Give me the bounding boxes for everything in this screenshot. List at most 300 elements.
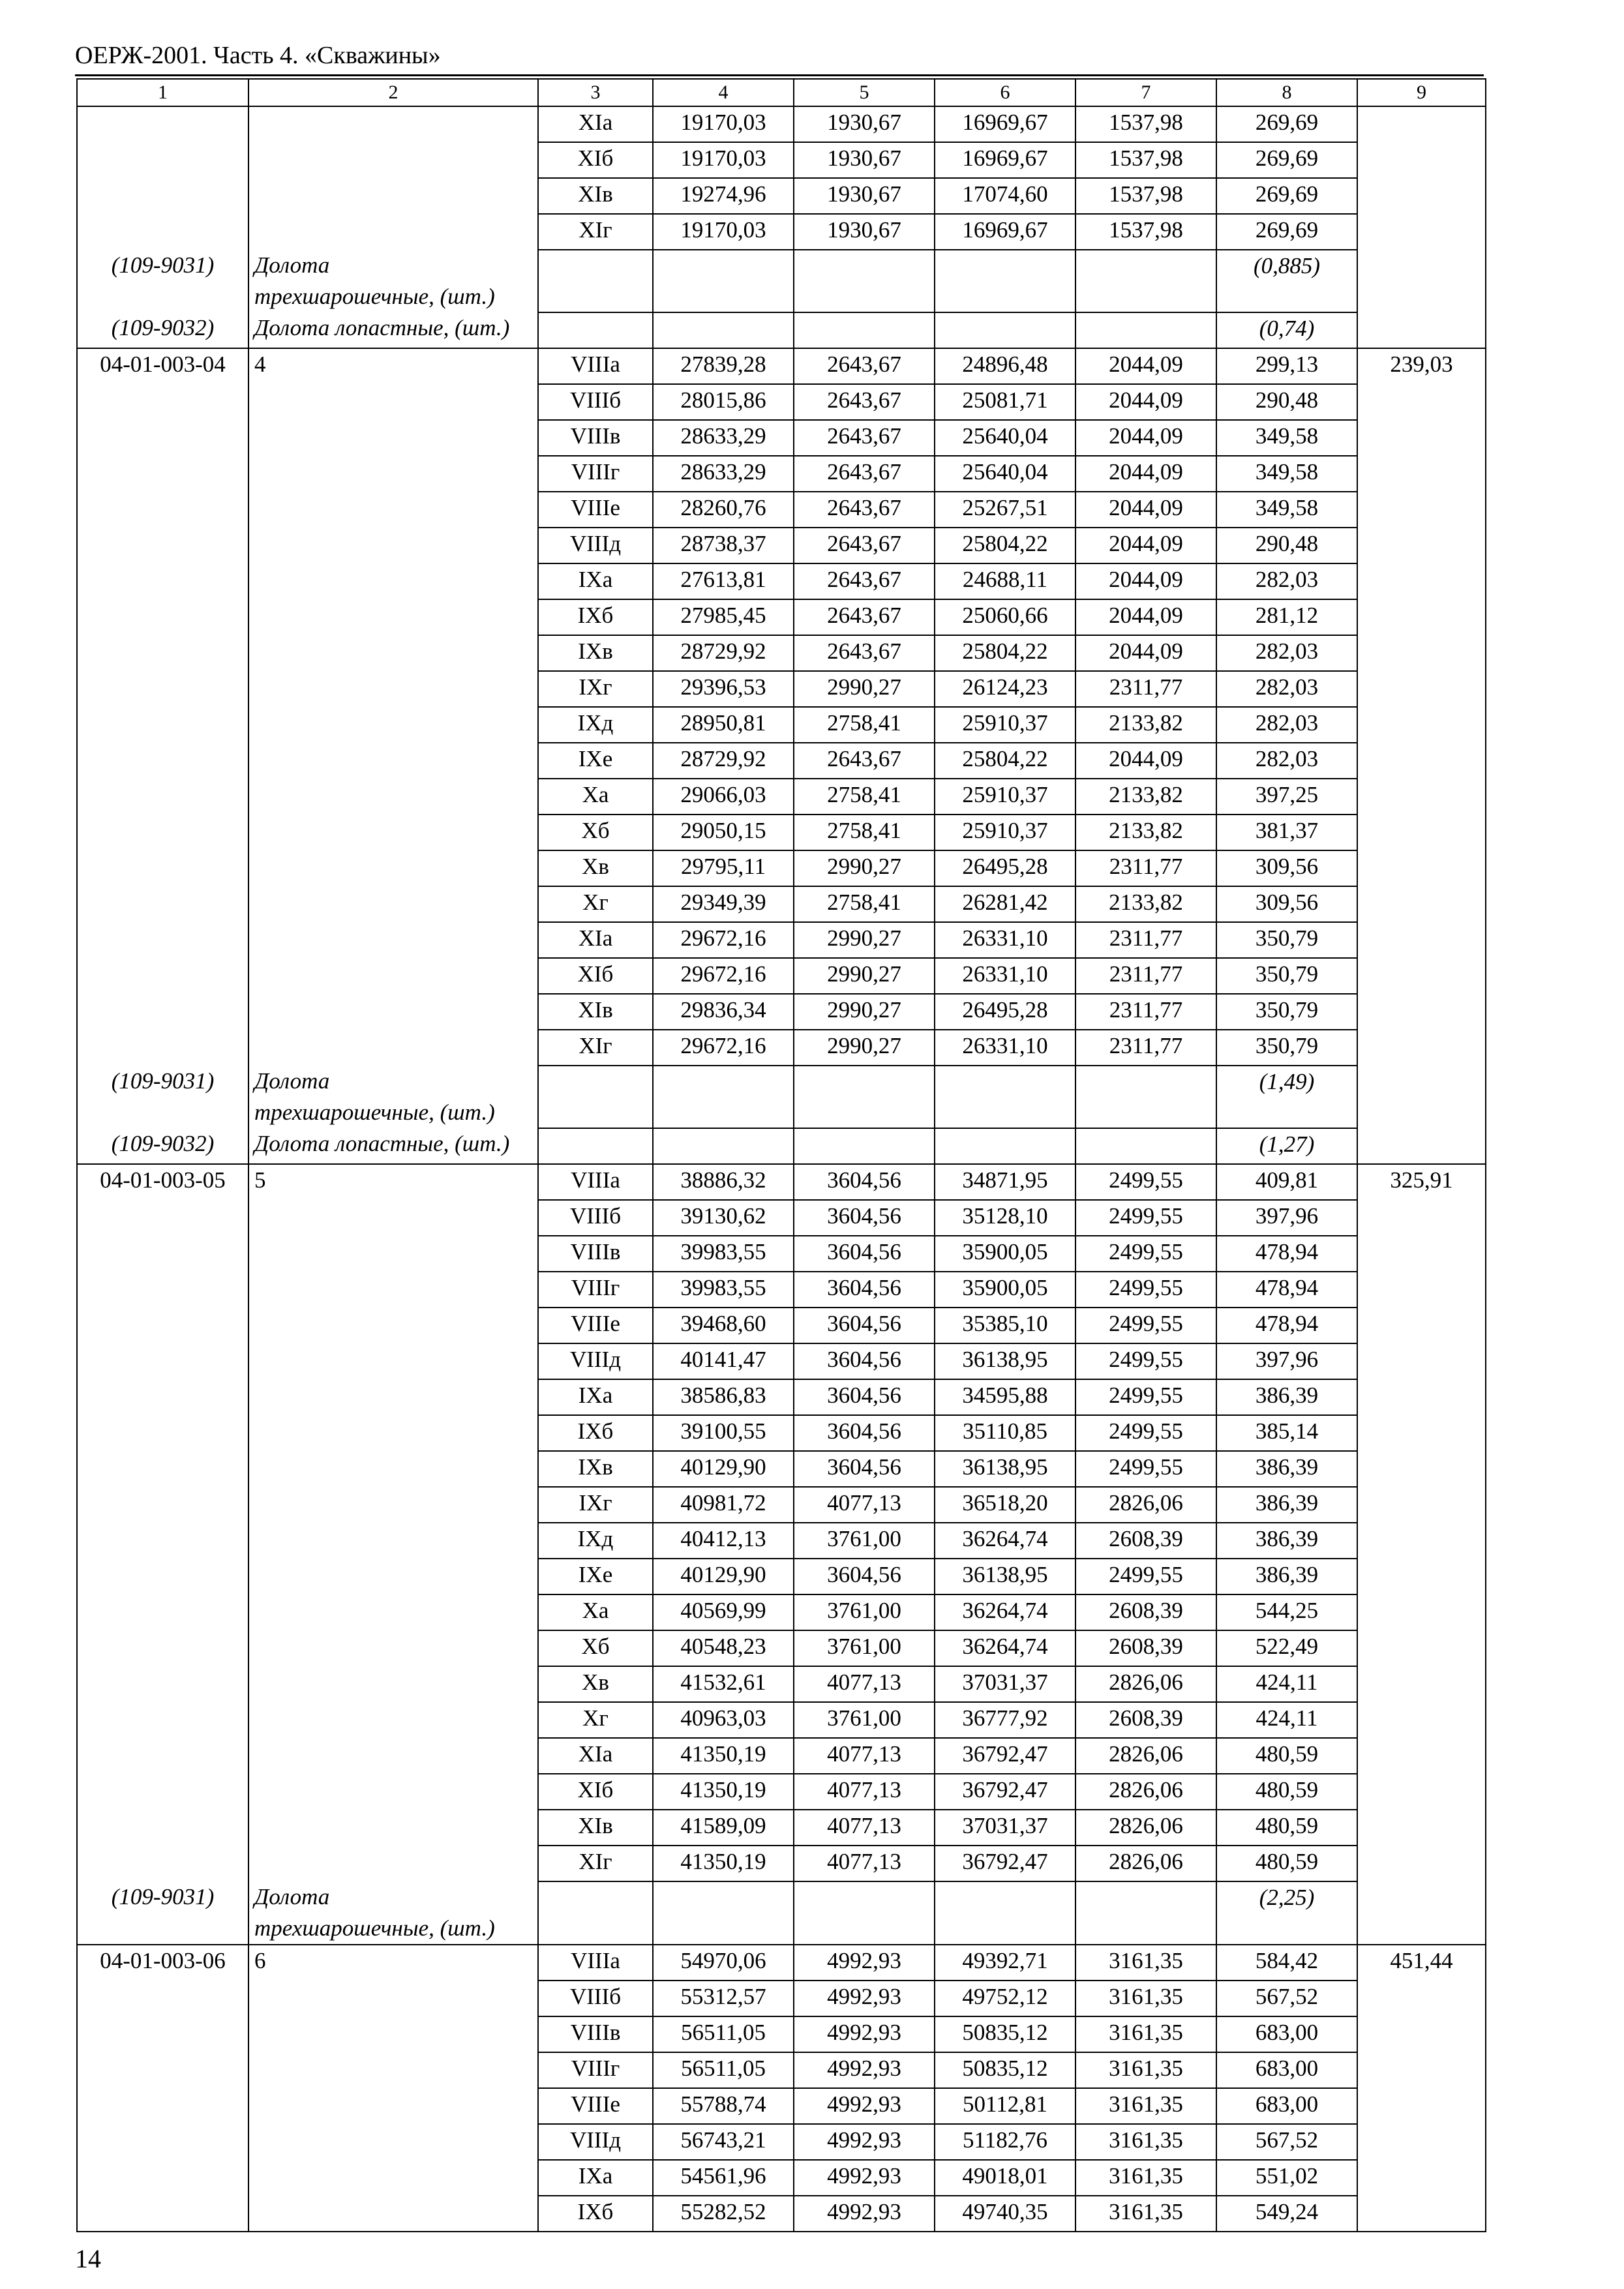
labor-cell: [1357, 850, 1486, 886]
rock-category-cell: XIг: [538, 1846, 653, 1881]
total-cost-cell: 41350,19: [653, 1774, 794, 1810]
wages-cell: 2990,27: [794, 958, 935, 994]
code-cell: [77, 1523, 248, 1559]
materials-cell: 290,48: [1216, 384, 1357, 420]
code-cell: [77, 2124, 248, 2160]
materials-cell: 299,13: [1216, 348, 1357, 384]
total-cost-cell: 40981,72: [653, 1487, 794, 1523]
table-row: [77, 1236, 1486, 1272]
driver-wages-cell: 2044,09: [1075, 528, 1216, 563]
materials-cell: 349,58: [1216, 420, 1357, 456]
wages-cell: 2643,67: [794, 492, 935, 528]
table-row: [77, 1702, 1486, 1738]
wages-cell: [794, 312, 935, 348]
materials-cell: 282,03: [1216, 635, 1357, 671]
labor-cell: [1357, 1774, 1486, 1810]
name-cell: [248, 707, 538, 743]
total-cost-cell: 19170,03: [653, 214, 794, 250]
total-cost-cell: 39983,55: [653, 1272, 794, 1308]
machines-cell: 16969,67: [935, 106, 1075, 142]
name-cell: [248, 743, 538, 779]
machines-cell: 26281,42: [935, 886, 1075, 922]
machines-cell: 25804,22: [935, 528, 1075, 563]
driver-wages-cell: 3161,35: [1075, 2160, 1216, 2196]
labor-cell: [1357, 142, 1486, 178]
rock-category-cell: VIIIб: [538, 1200, 653, 1236]
total-cost-cell: 27613,81: [653, 563, 794, 599]
table-row: [77, 563, 1486, 599]
total-cost-cell: 41589,09: [653, 1810, 794, 1846]
machines-cell: 50835,12: [935, 2052, 1075, 2088]
code-cell: [77, 1666, 248, 1702]
labor-cell: [1357, 1559, 1486, 1594]
material-row: [77, 1881, 1486, 1945]
table-row: [77, 1738, 1486, 1774]
rock-category-cell: [538, 312, 653, 348]
labor-cell: [1357, 178, 1486, 214]
labor-cell: [1357, 1308, 1486, 1343]
materials-cell: 567,52: [1216, 1981, 1357, 2016]
material-name-line: трехшарошечные, (шт.): [254, 1915, 495, 1941]
labor-cell: [1357, 1030, 1486, 1066]
wages-cell: 2643,67: [794, 528, 935, 563]
name-cell: [248, 1308, 538, 1343]
name-cell: [248, 2124, 538, 2160]
driver-wages-cell: [1075, 312, 1216, 348]
labor-cell: [1357, 886, 1486, 922]
labor-cell: [1357, 1810, 1486, 1846]
driver-wages-cell: 2311,77: [1075, 922, 1216, 958]
code-cell: [77, 1774, 248, 1810]
driver-wages-cell: 3161,35: [1075, 1981, 1216, 2016]
machines-cell: 25910,37: [935, 707, 1075, 743]
labor-cell: [1357, 707, 1486, 743]
material-name-line: Долота: [254, 252, 330, 278]
driver-wages-cell: 2826,06: [1075, 1846, 1216, 1881]
material-qty-cell: (1,49): [1216, 1066, 1357, 1128]
labor-cell: [1357, 106, 1486, 142]
rock-category-cell: XIв: [538, 178, 653, 214]
driver-wages-cell: 3161,35: [1075, 2124, 1216, 2160]
labor-cell: [1357, 2160, 1486, 2196]
labor-cell: [1357, 958, 1486, 994]
code-cell: [77, 707, 248, 743]
machines-cell: 25804,22: [935, 635, 1075, 671]
rock-category-cell: VIIIд: [538, 528, 653, 563]
labor-cell: [1357, 1066, 1486, 1128]
machines-cell: 24896,48: [935, 348, 1075, 384]
table-row: [77, 2160, 1486, 2196]
machines-cell: 26331,10: [935, 1030, 1075, 1066]
total-cost-cell: 29836,34: [653, 994, 794, 1030]
table-row: [77, 384, 1486, 420]
material-name-line: трехшарошечные, (шт.): [254, 284, 495, 309]
machines-cell: 35128,10: [935, 1200, 1075, 1236]
rock-category-cell: XIб: [538, 142, 653, 178]
driver-wages-cell: 2311,77: [1075, 958, 1216, 994]
labor-cell: 325,91: [1357, 1164, 1486, 1200]
code-cell: [77, 1738, 248, 1774]
column-number: 7: [1075, 79, 1216, 106]
wages-cell: 3761,00: [794, 1630, 935, 1666]
rock-category-cell: Xг: [538, 886, 653, 922]
code-cell: [77, 1594, 248, 1630]
code-cell: [77, 2088, 248, 2124]
machines-cell: 24688,11: [935, 563, 1075, 599]
wages-cell: 4077,13: [794, 1738, 935, 1774]
rock-category-cell: VIIIа: [538, 1164, 653, 1200]
labor-cell: [1357, 384, 1486, 420]
rock-category-cell: XIа: [538, 1738, 653, 1774]
total-cost-cell: 28015,86: [653, 384, 794, 420]
code-cell: [77, 886, 248, 922]
machines-cell: 34871,95: [935, 1164, 1075, 1200]
material-name-cell: [248, 312, 538, 348]
materials-cell: 478,94: [1216, 1236, 1357, 1272]
name-cell: [248, 1487, 538, 1523]
machines-cell: 36264,74: [935, 1594, 1075, 1630]
labor-cell: [1357, 2124, 1486, 2160]
name-cell: [248, 2196, 538, 2232]
rock-category-cell: [538, 1066, 653, 1128]
material-qty-cell: (1,27): [1216, 1128, 1357, 1164]
header-rule: [75, 74, 1484, 76]
total-cost-cell: 55312,57: [653, 1981, 794, 2016]
code-cell: [77, 1487, 248, 1523]
material-name-line: трехшарошечные, (шт.): [254, 1100, 495, 1125]
column-number: 9: [1357, 79, 1486, 106]
total-cost-cell: [653, 1881, 794, 1945]
code-cell: 04-01-003-05: [77, 1164, 248, 1200]
table-row: [77, 1810, 1486, 1846]
total-cost-cell: [653, 1128, 794, 1164]
rock-category-cell: IXг: [538, 671, 653, 707]
table-row: [77, 1308, 1486, 1343]
materials-cell: 551,02: [1216, 2160, 1357, 2196]
materials-cell: 350,79: [1216, 922, 1357, 958]
code-cell: [77, 1981, 248, 2016]
wages-cell: 3604,56: [794, 1559, 935, 1594]
code-cell: [77, 2196, 248, 2232]
table-row: [77, 492, 1486, 528]
code-cell: [77, 492, 248, 528]
materials-cell: 683,00: [1216, 2088, 1357, 2124]
labor-cell: [1357, 1451, 1486, 1487]
table-row: [77, 1379, 1486, 1415]
rock-category-cell: [538, 1881, 653, 1945]
driver-wages-cell: 2044,09: [1075, 456, 1216, 492]
labor-cell: [1357, 922, 1486, 958]
rock-category-cell: XIб: [538, 1774, 653, 1810]
machines-cell: 26495,28: [935, 994, 1075, 1030]
machines-cell: 36138,95: [935, 1451, 1075, 1487]
rock-category-cell: IXв: [538, 1451, 653, 1487]
code-cell: [77, 1030, 248, 1066]
material-name-line: Долота лопастные, (шт.): [254, 315, 510, 340]
total-cost-cell: [653, 1066, 794, 1128]
wages-cell: 2643,67: [794, 420, 935, 456]
name-cell: [248, 1200, 538, 1236]
rock-category-cell: VIIIв: [538, 420, 653, 456]
materials-cell: 350,79: [1216, 994, 1357, 1030]
materials-cell: 385,14: [1216, 1415, 1357, 1451]
name-cell: [248, 1846, 538, 1881]
driver-wages-cell: 2499,55: [1075, 1308, 1216, 1343]
table-row: [77, 1945, 1486, 1981]
labor-cell: 239,03: [1357, 348, 1486, 384]
driver-wages-cell: 2608,39: [1075, 1523, 1216, 1559]
labor-cell: [1357, 492, 1486, 528]
total-cost-cell: 56511,05: [653, 2016, 794, 2052]
table-row: [77, 1030, 1486, 1066]
wages-cell: 3604,56: [794, 1343, 935, 1379]
driver-wages-cell: 2044,09: [1075, 743, 1216, 779]
rock-category-cell: IXе: [538, 743, 653, 779]
machines-cell: 35900,05: [935, 1272, 1075, 1308]
total-cost-cell: 27839,28: [653, 348, 794, 384]
machines-cell: 26331,10: [935, 958, 1075, 994]
machines-cell: 36777,92: [935, 1702, 1075, 1738]
wages-cell: 4077,13: [794, 1487, 935, 1523]
driver-wages-cell: 1537,98: [1075, 178, 1216, 214]
name-cell: [248, 1236, 538, 1272]
driver-wages-cell: 2608,39: [1075, 1702, 1216, 1738]
rock-category-cell: Xг: [538, 1702, 653, 1738]
wages-cell: 2643,67: [794, 456, 935, 492]
name-cell: [248, 384, 538, 420]
rock-category-cell: IXв: [538, 635, 653, 671]
name-cell: [248, 1559, 538, 1594]
name-cell: [248, 178, 538, 214]
total-cost-cell: 39468,60: [653, 1308, 794, 1343]
code-cell: 04-01-003-04: [77, 348, 248, 384]
machines-cell: 16969,67: [935, 142, 1075, 178]
driver-wages-cell: 2044,09: [1075, 492, 1216, 528]
materials-cell: 478,94: [1216, 1308, 1357, 1343]
labor-cell: [1357, 1128, 1486, 1164]
wages-cell: 4077,13: [794, 1666, 935, 1702]
rock-category-cell: VIIIг: [538, 2052, 653, 2088]
materials-cell: 409,81: [1216, 1164, 1357, 1200]
wages-cell: 2758,41: [794, 815, 935, 850]
materials-cell: 290,48: [1216, 528, 1357, 563]
driver-wages-cell: 1537,98: [1075, 214, 1216, 250]
name-cell: [248, 850, 538, 886]
labor-cell: [1357, 420, 1486, 456]
code-cell: [77, 142, 248, 178]
total-cost-cell: 29349,39: [653, 886, 794, 922]
materials-cell: 397,96: [1216, 1200, 1357, 1236]
material-row: [77, 1128, 1486, 1164]
labor-cell: [1357, 1666, 1486, 1702]
column-number: 2: [248, 79, 538, 106]
materials-cell: 386,39: [1216, 1451, 1357, 1487]
wages-cell: 1930,67: [794, 178, 935, 214]
wages-cell: 4992,93: [794, 2052, 935, 2088]
table-row: [77, 958, 1486, 994]
machines-cell: 26124,23: [935, 671, 1075, 707]
rock-category-cell: IXд: [538, 707, 653, 743]
rock-category-cell: VIIIг: [538, 1272, 653, 1308]
wages-cell: 2643,67: [794, 743, 935, 779]
total-cost-cell: 38886,32: [653, 1164, 794, 1200]
code-cell: [77, 850, 248, 886]
materials-cell: 480,59: [1216, 1738, 1357, 1774]
driver-wages-cell: 3161,35: [1075, 2016, 1216, 2052]
page-number: 14: [75, 2244, 101, 2273]
code-cell: [77, 1343, 248, 1379]
name-cell: [248, 994, 538, 1030]
driver-wages-cell: [1075, 1066, 1216, 1128]
wages-cell: 4992,93: [794, 2196, 935, 2232]
wages-cell: 1930,67: [794, 214, 935, 250]
rates-table: [76, 78, 1486, 2232]
total-cost-cell: 40412,13: [653, 1523, 794, 1559]
machines-cell: 49392,71: [935, 1945, 1075, 1981]
labor-cell: [1357, 1702, 1486, 1738]
driver-wages-cell: 2499,55: [1075, 1164, 1216, 1200]
name-cell: [248, 1774, 538, 1810]
wages-cell: 4077,13: [794, 1810, 935, 1846]
rock-category-cell: XIв: [538, 1810, 653, 1846]
table-row: [77, 2196, 1486, 2232]
wages-cell: 3604,56: [794, 1379, 935, 1415]
driver-wages-cell: [1075, 1128, 1216, 1164]
material-code-cell: (109-9032): [77, 312, 248, 348]
name-cell: [248, 420, 538, 456]
driver-wages-cell: [1075, 1881, 1216, 1945]
rock-category-cell: VIIIб: [538, 384, 653, 420]
code-cell: [77, 1702, 248, 1738]
materials-cell: 478,94: [1216, 1272, 1357, 1308]
materials-cell: 386,39: [1216, 1523, 1357, 1559]
name-cell: [248, 214, 538, 250]
materials-cell: 309,56: [1216, 850, 1357, 886]
table-row: [77, 1981, 1486, 2016]
total-cost-cell: 54561,96: [653, 2160, 794, 2196]
machines-cell: 35900,05: [935, 1236, 1075, 1272]
material-qty-cell: (0,885): [1216, 250, 1357, 312]
code-cell: [77, 1810, 248, 1846]
machines-cell: 36792,47: [935, 1738, 1075, 1774]
code-cell: [77, 528, 248, 563]
name-cell: [248, 1523, 538, 1559]
materials-cell: 386,39: [1216, 1487, 1357, 1523]
wages-cell: 3604,56: [794, 1164, 935, 1200]
table-row: [77, 2124, 1486, 2160]
total-cost-cell: 28729,92: [653, 635, 794, 671]
driver-wages-cell: 2133,82: [1075, 707, 1216, 743]
wages-cell: 3604,56: [794, 1415, 935, 1451]
page-header: ОЕРЖ-2001. Часть 4. «Скважины»: [75, 42, 441, 69]
total-cost-cell: 56743,21: [653, 2124, 794, 2160]
total-cost-cell: 40129,90: [653, 1451, 794, 1487]
column-number: 3: [538, 79, 653, 106]
rock-category-cell: IXе: [538, 1559, 653, 1594]
table-row: [77, 1666, 1486, 1702]
machines-cell: 34595,88: [935, 1379, 1075, 1415]
driver-wages-cell: 1537,98: [1075, 142, 1216, 178]
labor-cell: [1357, 743, 1486, 779]
table-row: [77, 1846, 1486, 1881]
name-cell: 5: [248, 1164, 538, 1200]
total-cost-cell: 39100,55: [653, 1415, 794, 1451]
rock-category-cell: VIIIб: [538, 1981, 653, 2016]
rock-category-cell: IXа: [538, 1379, 653, 1415]
total-cost-cell: 40963,03: [653, 1702, 794, 1738]
name-cell: [248, 2052, 538, 2088]
labor-cell: [1357, 1846, 1486, 1881]
code-cell: [77, 599, 248, 635]
total-cost-cell: 56511,05: [653, 2052, 794, 2088]
machines-cell: 36792,47: [935, 1774, 1075, 1810]
labor-cell: [1357, 563, 1486, 599]
rock-category-cell: Xб: [538, 1630, 653, 1666]
total-cost-cell: 39130,62: [653, 1200, 794, 1236]
driver-wages-cell: 3161,35: [1075, 1945, 1216, 1981]
material-qty-cell: (2,25): [1216, 1881, 1357, 1945]
machines-cell: 25081,71: [935, 384, 1075, 420]
machines-cell: 26495,28: [935, 850, 1075, 886]
driver-wages-cell: 2499,55: [1075, 1559, 1216, 1594]
materials-cell: 544,25: [1216, 1594, 1357, 1630]
total-cost-cell: 29672,16: [653, 958, 794, 994]
materials-cell: 269,69: [1216, 178, 1357, 214]
wages-cell: 1930,67: [794, 106, 935, 142]
total-cost-cell: 39983,55: [653, 1236, 794, 1272]
rock-category-cell: VIIIе: [538, 2088, 653, 2124]
wages-cell: [794, 1881, 935, 1945]
table-row: [77, 1451, 1486, 1487]
labor-cell: [1357, 2196, 1486, 2232]
table-row: [77, 456, 1486, 492]
wages-cell: 2643,67: [794, 563, 935, 599]
labor-cell: [1357, 1272, 1486, 1308]
name-cell: [248, 1343, 538, 1379]
total-cost-cell: 28729,92: [653, 743, 794, 779]
code-cell: [77, 1415, 248, 1451]
machines-cell: 25910,37: [935, 779, 1075, 815]
materials-cell: 269,69: [1216, 214, 1357, 250]
driver-wages-cell: 2826,06: [1075, 1487, 1216, 1523]
table-row: [77, 142, 1486, 178]
wages-cell: 3604,56: [794, 1451, 935, 1487]
rock-category-cell: [538, 250, 653, 312]
wages-cell: [794, 1066, 935, 1128]
column-number: 1: [77, 79, 248, 106]
machines-cell: 17074,60: [935, 178, 1075, 214]
labor-cell: [1357, 1415, 1486, 1451]
rock-category-cell: IXб: [538, 2196, 653, 2232]
total-cost-cell: 29672,16: [653, 922, 794, 958]
total-cost-cell: 28260,76: [653, 492, 794, 528]
labor-cell: [1357, 1487, 1486, 1523]
material-code-cell: (109-9031): [77, 250, 248, 312]
wages-cell: 3604,56: [794, 1272, 935, 1308]
wages-cell: 2990,27: [794, 994, 935, 1030]
total-cost-cell: 29396,53: [653, 671, 794, 707]
name-cell: [248, 635, 538, 671]
total-cost-cell: 29672,16: [653, 1030, 794, 1066]
column-number: 5: [794, 79, 935, 106]
total-cost-cell: 19170,03: [653, 142, 794, 178]
name-cell: [248, 922, 538, 958]
driver-wages-cell: 3161,35: [1075, 2052, 1216, 2088]
total-cost-cell: 38586,83: [653, 1379, 794, 1415]
machines-cell: 36518,20: [935, 1487, 1075, 1523]
code-cell: [77, 1308, 248, 1343]
table-row: [77, 1523, 1486, 1559]
